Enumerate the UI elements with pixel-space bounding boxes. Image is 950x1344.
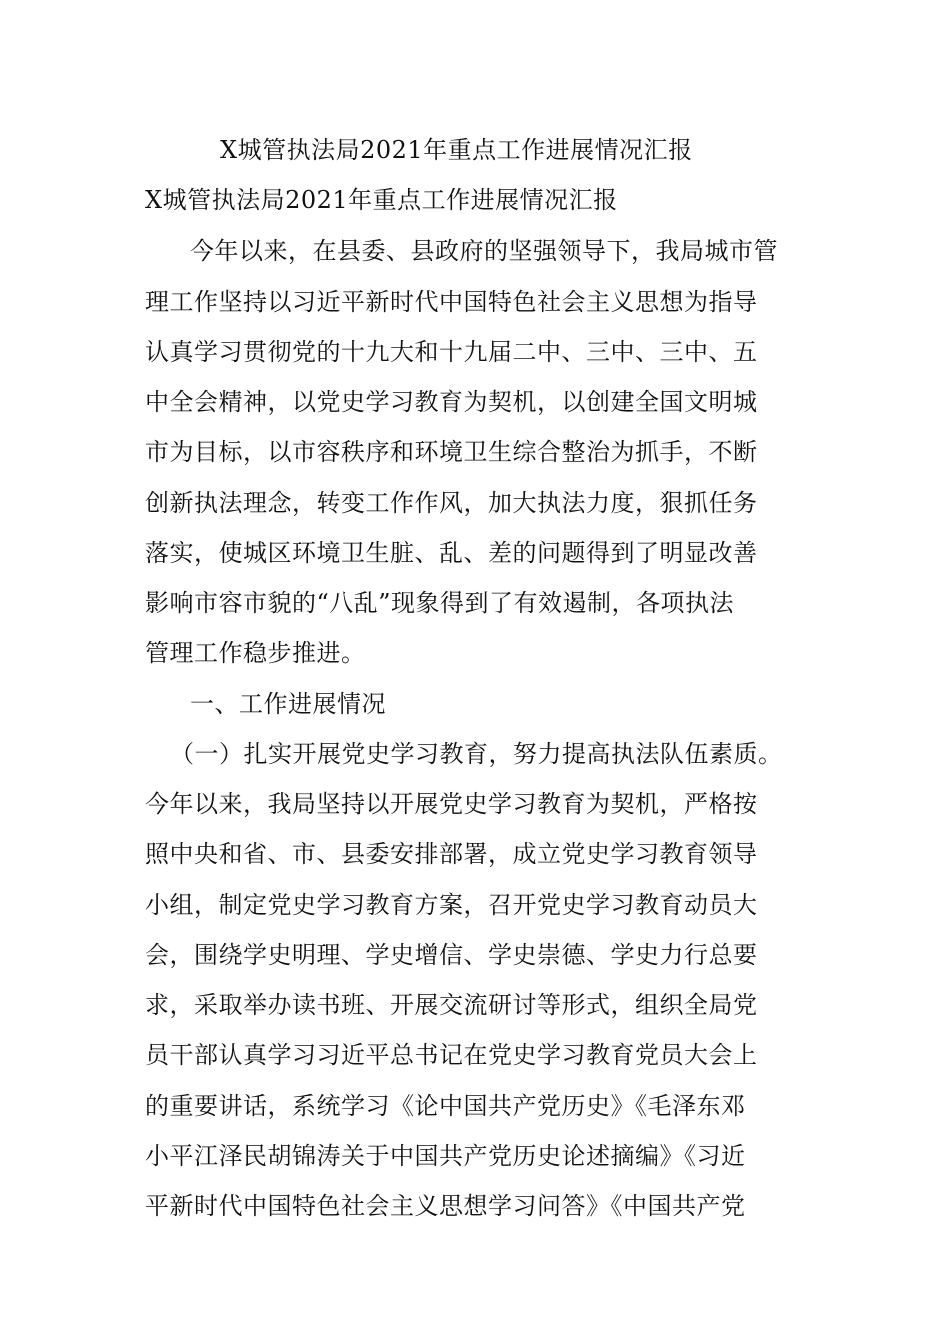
paragraph-line: 小组，制定党史学习教育方案，召开党史学习教育动员大 — [145, 891, 758, 919]
paragraph-line: 管理工作稳步推进。 — [145, 639, 366, 667]
paragraph-line: 影响市容市貌的“八乱”现象得到了有效遏制，各项执法 — [145, 589, 735, 617]
paragraph-line: 平新时代中国特色社会主义思想学习问答》《中国共产党 — [145, 1192, 746, 1220]
paragraph-line: 今年以来，我局坚持以开展党史学习教育为契机，严格按 — [145, 790, 758, 818]
paragraph-line: 员干部认真学习习近平总书记在党史学习教育党员大会上 — [145, 1041, 758, 1069]
section-heading: 一、工作进展情况 — [190, 690, 386, 718]
subsection-heading: （一）扎实开展党史学习教育，努力提高执法队伍素质。 — [170, 740, 783, 768]
paragraph-line: 小平江泽民胡锦涛关于中国共产党历史论述摘编》《习近 — [145, 1142, 746, 1170]
paragraph-line: 的重要讲话，系统学习《论中国共产党历史》《毛泽东邓 — [145, 1092, 746, 1120]
paragraph-line: 创新执法理念，转变工作作风，加大执法力度，狠抓任务 — [145, 489, 758, 517]
paragraph-line: 会，围绕学史明理、学史增信、学史崇德、学史力行总要 — [145, 941, 758, 969]
paragraph-line: 求，采取举办读书班、开展交流研讨等形式，组织全局党 — [145, 991, 758, 1019]
document-subtitle: X城管执法局2021年重点工作进展情况汇报 — [145, 186, 618, 214]
paragraph-line: 认真学习贯彻党的十九大和十九届二中、三中、三中、五 — [145, 338, 758, 366]
paragraph-line: 今年以来，在县委、县政府的坚强领导下，我局城市管 — [190, 237, 778, 265]
paragraph-line: 照中央和省、市、县委安排部署，成立党史学习教育领导 — [145, 840, 758, 868]
document-title: X城管执法局2021年重点工作进展情况汇报 — [220, 136, 693, 164]
paragraph-line: 落实，使城区环境卫生脏、乱、差的问题得到了明显改善 — [145, 539, 758, 567]
paragraph-line: 中全会精神，以党史学习教育为契机，以创建全国文明城 — [145, 388, 758, 416]
paragraph-line: 理工作坚持以习近平新时代中国特色社会主义思想为指导 — [145, 288, 758, 316]
paragraph-line: 市为目标，以市容秩序和环境卫生综合整治为抓手，不断 — [145, 438, 758, 466]
